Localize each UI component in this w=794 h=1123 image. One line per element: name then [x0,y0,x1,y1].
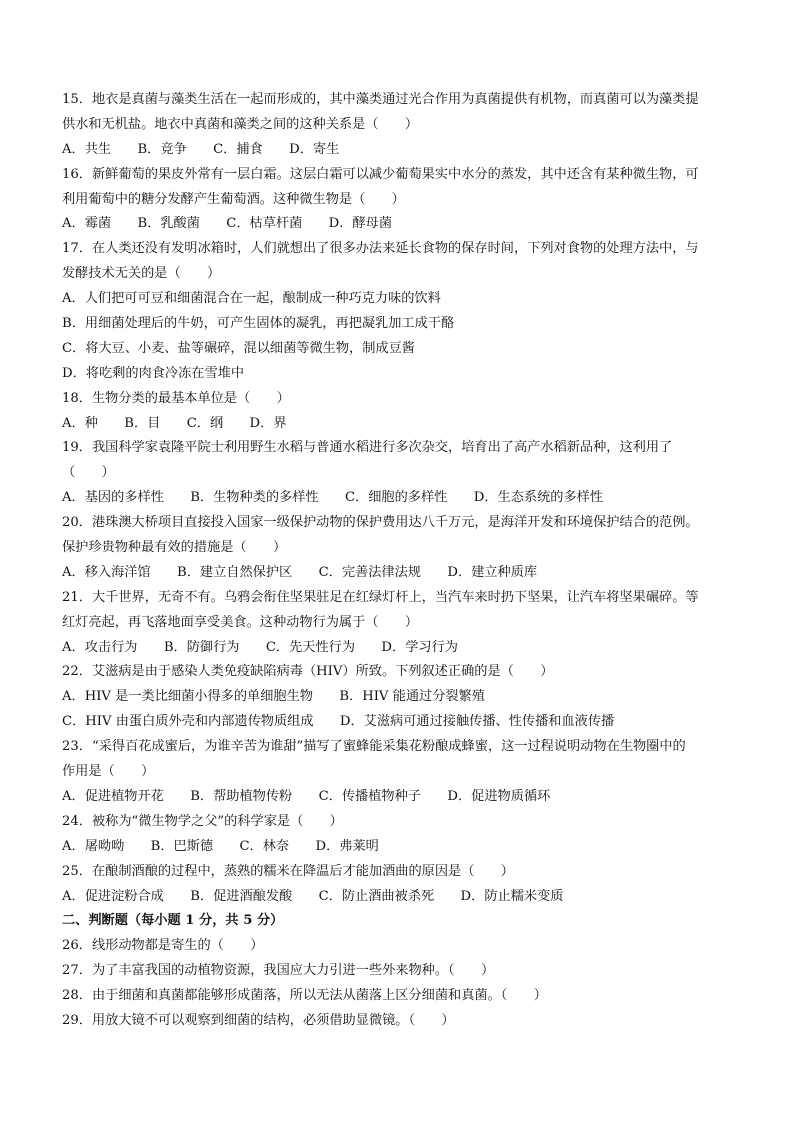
question-24-options: A．屠呦呦 B．巴斯德 C．林奈 D．弗莱明 [62,838,379,854]
question-19-line-1: 19．我国科学家袁隆平院士利用野生水稻与普通水稻进行多次杂交，培育出了高产水稻新品种，这利用了 [62,440,673,456]
question-19-line-2: （ ） [62,465,115,481]
question-23-line-1: 23．“采得百花成蜜后，为谁辛苦为谁甜”描写了蜜蜂能采集花粉酿成蜂蜜，这一过程说明动物在生物圈中的 [62,739,686,755]
question-21-options: A．攻击行为 B．防御行为 C．先天性行为 D．学习行为 [62,639,458,655]
question-25: 25．在酿制酒酿的过程中，蒸熟的糯米在降温后才能加酒曲的原因是（ ） [62,863,514,879]
question-22-options-cd: C．HIV 由蛋白质外壳和内部遗传物质组成 D．艾滋病可通过接触传播、性传播和血液传播 [62,714,615,730]
question-16-line-1: 16．新鲜葡萄的果皮外常有一层白霜。这层白霜可以减少葡萄果实中水分的蒸发，其中还含有某种微生物，可 [62,166,699,182]
question-17-line-1: 17．在人类还没有发明冰箱时，人们就想出了很多办法来延长食物的保存时间，下列对食物的处理方法中，与 [62,241,699,257]
question-29: 29．用放大镜不可以观察到细菌的结构，必须借助显微镜。（ ） [62,1012,455,1028]
question-16-line-2: 利用葡萄中的糖分发酵产生葡萄酒。这种微生物是（ ） [62,191,405,207]
question-18: 18．生物分类的最基本单位是（ ） [62,390,290,406]
question-19-options: A．基因的多样性 B．生物种类的多样性 C．细胞的多样性 D．生态系统的多样性 [62,490,603,506]
question-15-options: A．共生 B．竞争 C．捕食 D．寄生 [62,141,340,157]
question-17-option-c: C．将大豆、小麦、盐等碾碎，混以细菌等微生物，制成豆酱 [62,340,415,356]
question-21-line-2: 红灯亮起，再飞落地面享受美食。这种动物行为属于（ ） [62,614,419,630]
section-heading-judgment: 二、判断题（每小题 1 分，共 5 分） [62,913,284,929]
question-22: 22．艾滋病是由于感染人类免疫缺陷病毒（HIV）所致。下列叙述正确的是（ ） [62,664,554,680]
question-26: 26．线形动物都是寄生的（ ） [62,938,264,954]
question-27: 27．为了丰富我国的动植物资源，我国应大力引进一些外来物种。（ ） [62,963,495,979]
question-21-line-1: 21．大千世界，无奇不有。乌鸦会衔住坚果驻足在红绿灯杆上，当汽车来时扔下坚果，让汽车将坚果碾碎。等 [62,589,699,605]
question-20-options: A．移入海洋馆 B．建立自然保护区 C．完善法律法规 D．建立种质库 [62,564,538,580]
question-16-options: A．霉菌 B．乳酸菌 C．枯草杆菌 D．酵母菌 [62,216,393,232]
question-17-line-2: 发酵技术无关的是（ ） [62,266,221,282]
question-23-line-2: 作用是（ ） [62,764,155,780]
question-28: 28．由于细菌和真菌都能够形成菌落，所以无法从菌落上区分细菌和真菌。（ ） [62,988,547,1004]
exam-page [62,88,734,1034]
question-18-options: A．种 B．目 C．纲 D．界 [62,415,287,431]
question-23-options: A．促进植物开花 B．帮助植物传粉 C．传播植物种子 D．促进物质循环 [62,788,551,804]
question-20-line-1: 20．港珠澳大桥项目直接投入国家一级保护动物的保护费用达八千万元，是海洋开发和环境保护结合的范例。 [62,515,699,531]
question-24: 24．被称为“微生物学之父”的科学家是（ ） [62,813,343,829]
question-20-line-2: 保护珍贵物种最有效的措施是（ ） [62,540,287,556]
question-17-option-b: B．用细菌处理后的牛奶，可产生固体的凝乳，再把凝乳加工成干酪 [62,316,455,332]
question-15-line-1: 15．地衣是真菌与藻类生活在一起而形成的，其中藻类通过光合作用为真菌提供有机物，而真菌可以为藻类提 [62,92,699,107]
question-17-option-d: D．将吃剩的肉食冷冻在雪堆中 [62,365,245,381]
question-22-options-ab: A．HIV 是一类比细菌小得多的单细胞生物 B．HIV 能通过分裂繁殖 [62,689,485,705]
question-15-line-2: 供水和无机盐。地衣中真菌和藻类之间的这种关系是（ ） [62,116,419,132]
question-25-options: A．促进淀粉合成 B．促进酒酿发酸 C．防止酒曲被杀死 D．防止糯米变质 [62,888,564,904]
question-17-option-a: A．人们把可可豆和细菌混合在一起，酿制成一种巧克力味的饮料 [62,291,441,307]
